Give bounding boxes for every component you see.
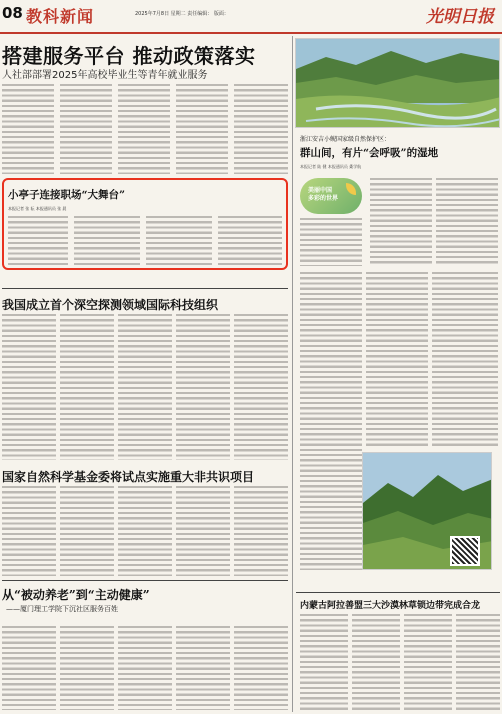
feature-column-4 (300, 272, 362, 570)
article-headline-elderly: 从“被动养老”到“主动健康” (2, 588, 150, 602)
article-2-column-1 (2, 314, 56, 460)
article-5-column-3 (404, 614, 452, 710)
article-3-column-5 (234, 486, 288, 576)
article-3-column-1 (2, 486, 56, 576)
column-separator (292, 36, 293, 712)
article-2-column-3 (118, 314, 172, 460)
feature-column-5 (366, 272, 428, 448)
lead-headline: 搭建服务平台 推动政策落实 (2, 44, 256, 68)
article-4-column-2 (60, 626, 114, 710)
highlighted-column-3 (146, 216, 212, 266)
lead-column-2 (60, 84, 112, 174)
article-4-column-4 (176, 626, 230, 710)
feature-column-6 (432, 272, 498, 448)
leaf-icon (346, 183, 356, 195)
highlighted-column-4 (218, 216, 282, 266)
divider (2, 288, 288, 289)
masthead-divider (0, 32, 502, 34)
qr-code[interactable] (450, 536, 480, 566)
issue-info: 2025年7月8日 星期二 责任编辑： 版面： (135, 11, 229, 17)
feature-column-2 (436, 178, 498, 266)
page-number: 08 (2, 4, 23, 22)
article-5-column-1 (300, 614, 348, 710)
highlighted-column-1 (8, 216, 68, 266)
lead-subhead: 人社部部署2025年高校毕业生等青年就业服务 (2, 70, 208, 81)
feature-kicker: 浙江安吉小鲵国家级自然保护区： (300, 136, 391, 143)
feature-column-3 (300, 218, 362, 266)
article-4-column-5 (234, 626, 288, 710)
article-2-column-2 (60, 314, 114, 460)
feature-byline: 本报记者 陆 健 本报通讯员 桑学航 (300, 164, 362, 169)
article-2-column-4 (176, 314, 230, 460)
masthead (0, 0, 502, 34)
article-2-column-5 (234, 314, 288, 460)
tag-text: 美丽中国 多彩的世界 (308, 187, 339, 202)
highlighted-article[interactable] (2, 178, 288, 270)
lead-column-1 (2, 84, 54, 174)
feature-column-1 (370, 178, 432, 266)
article-5-column-2 (352, 614, 400, 710)
highlighted-headline: 小亭子连接职场“大舞台” (8, 189, 126, 201)
beautiful-china-tag (300, 178, 362, 214)
section-name: 教科新闻 (26, 7, 95, 26)
article-3-column-4 (176, 486, 230, 576)
highlighted-byline: 本报记者 张 耘 本报通讯员 张 晨 (8, 206, 67, 211)
article-headline-deep-space: 我国成立首个深空探测领域国际科技组织 (2, 298, 219, 312)
lead-column-3 (118, 84, 170, 174)
article-5-column-4 (456, 614, 500, 710)
lead-column-5 (234, 84, 288, 174)
feature-headline: 群山间，有片“会呼吸”的湿地 (300, 147, 439, 159)
article-3-column-3 (118, 486, 172, 576)
article-subhead-elderly: ——厦门理工学院下沉社区服务百姓 (6, 605, 118, 613)
wetland-photo (295, 38, 500, 128)
article-headline-nsfc: 国家自然科学基金委将试点实施重大非共识项目 (2, 470, 255, 484)
newspaper-logo: 光明日报 (426, 7, 494, 27)
article-4-column-3 (118, 626, 172, 710)
article-3-column-2 (60, 486, 114, 576)
article-4-column-1 (2, 626, 56, 710)
divider (296, 592, 500, 593)
article-headline-alxa: 内蒙古阿拉善盟三大沙漠林草锁边带完成合龙 (300, 601, 481, 611)
lead-column-4 (176, 84, 228, 174)
highlighted-column-2 (74, 216, 140, 266)
divider (2, 580, 288, 581)
